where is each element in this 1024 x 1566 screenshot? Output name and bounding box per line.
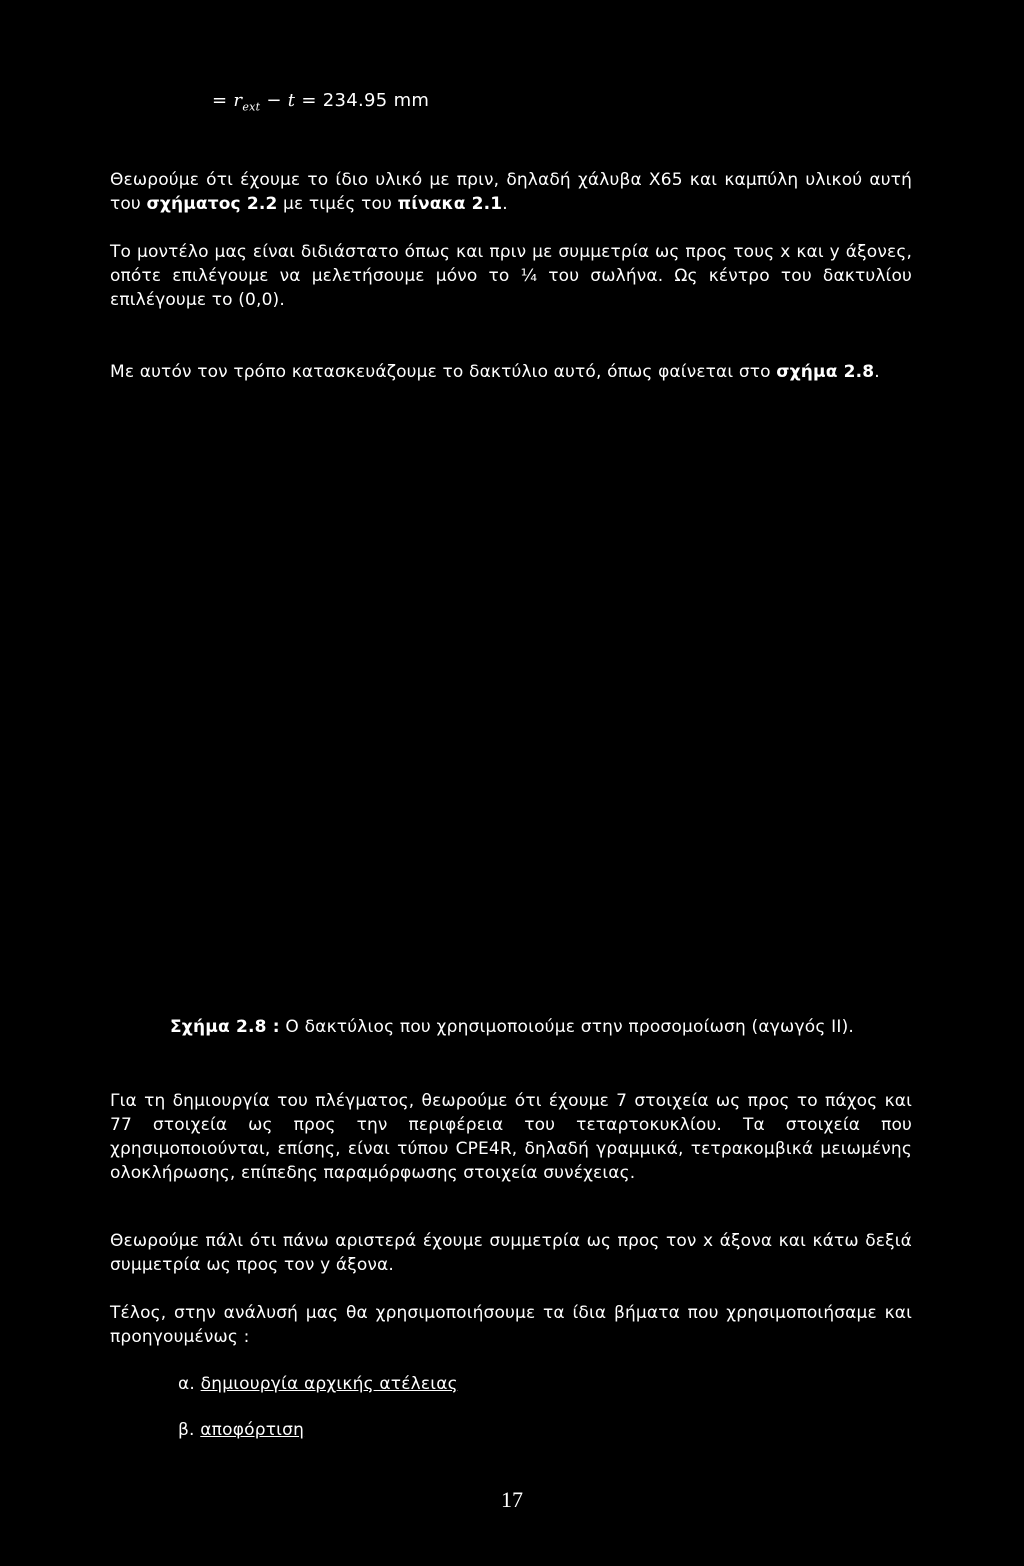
equation-prefix: =	[212, 90, 234, 111]
figure-caption	[0, 1017, 1024, 1037]
figure-area	[110, 420, 912, 1000]
paragraph-steps: Τέλος, στην ανάλυσή μας θα χρησιμοποιήσουμε τα ίδια βήματα που χρησιμοποιήσαμε και προηγουμένως :	[110, 1303, 912, 1347]
list-item	[178, 1420, 304, 1440]
paragraph-construction-end: .	[874, 362, 880, 382]
paragraph-symmetry: Θεωρούμε πάλι ότι πάνω αριστερά έχουμε συμμετρία ως προς τον x άξονα και κάτω δεξιά συμμετρία ως προς τον y άξονα.	[110, 1231, 912, 1275]
equation-subscript: ext	[242, 100, 261, 114]
paragraph-material-text: Θεωρούμε ότι έχουμε το ίδιο υλικό με πριν, δηλαδή χάλυβα X65 και καμπύλη υλικού αυτή του	[110, 170, 912, 214]
paragraph-model: Το μοντέλο μας είναι διδιάστατο όπως και πριν με συμμετρία ως προς τους x και y άξονες, οπότε επιλέγουμε να μελετήσουμε μόνο το ¼ του σωλήνα. Ως κέντρο του δακτυλίου επιλέγουμε το (0,0).	[110, 242, 912, 310]
paragraph-construction-text: Με αυτόν τον τρόπο κατασκευάζουμε το δακτύλιο αυτό, όπως φαίνεται στο	[110, 362, 777, 382]
equation-value: = 234.95 mm	[295, 90, 430, 111]
paragraph-construction	[110, 360, 912, 384]
list-marker: α.	[178, 1374, 201, 1394]
equation-minus: −	[260, 90, 288, 111]
equation-var-r: r	[233, 90, 243, 111]
caption-text: Ο δακτύλιος που χρησιμοποιούμε στην προσομοίωση (αγωγός ΙΙ).	[279, 1017, 855, 1037]
figure-reference-link: σχήματος 2.2	[146, 194, 278, 214]
list-item-link[interactable]: δημιουργία αρχικής ατέλειας	[200, 1374, 458, 1394]
list-item-link[interactable]: αποφόρτιση	[200, 1420, 305, 1440]
equation	[212, 90, 429, 114]
figure-reference: σχήμα 2.8	[776, 362, 875, 382]
page-number: 17	[501, 1487, 523, 1512]
paragraph-material	[110, 168, 912, 216]
paragraph-material-end: .	[502, 194, 508, 214]
list-item	[178, 1374, 458, 1394]
equation-var-t: t	[287, 90, 296, 111]
list-marker: β.	[178, 1420, 201, 1440]
table-reference-link: πίνακα 2.1	[397, 194, 503, 214]
paragraph-mesh: Για τη δημιουργία του πλέγματος, θεωρούμε ότι έχουμε 7 στοιχεία ως προς το πάχος και 77 στοιχεία ως προς την περιφέρεια του τεταρτοκυκλίου. Τα στοιχεία που χρησιμοποιούνται, επίσης, είναι τύπου CPE4R, δηλαδή γραμμικά, τετρακομβικά μειωμένης ολοκλήρωσης, επίπεδης παραμόρφωσης στοιχεία συνέχειας.	[110, 1091, 912, 1183]
caption-label: Σχήμα 2.8 :	[169, 1017, 280, 1037]
paragraph-material-text-2: με τιμές του	[277, 194, 398, 214]
